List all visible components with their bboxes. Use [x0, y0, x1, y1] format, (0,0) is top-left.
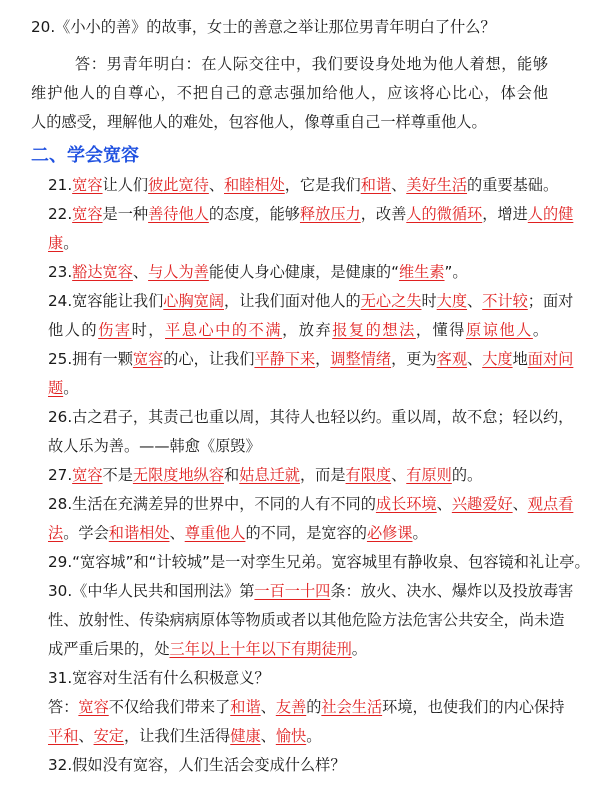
text-segment: 维护他人的自尊心，不把自己的意志强加给他人，应该将心比心，体会他: [31, 84, 548, 102]
highlighted-keyword: 和谐相处: [108, 524, 170, 542]
text-segment: 24.宽容能让我们: [48, 292, 164, 310]
text-segment: 环境，也使我们的内心保持: [382, 698, 565, 716]
highlighted-keyword: 宽容: [72, 466, 103, 484]
highlighted-keyword: 平息心中的不满: [165, 321, 283, 339]
text-segment: 。: [412, 524, 428, 542]
highlighted-keyword: 释放压力: [299, 205, 361, 223]
highlighted-keyword: 必修课: [366, 524, 413, 542]
highlighted-keyword: 不计较: [482, 292, 528, 310]
highlighted-keyword: 三年以上十年以下有期徒刑: [169, 640, 352, 658]
highlighted-keyword: 平和: [48, 727, 79, 745]
text-segment: 、: [436, 495, 452, 513]
text-line: [48, 345, 574, 374]
text-line: [48, 403, 574, 432]
text-segment: 、: [208, 176, 225, 194]
text-segment: 他人的: [48, 321, 99, 339]
highlighted-keyword: 社会生活: [321, 698, 383, 716]
text-segment: 28.生活在充满差异的世界中，不同的人有不同的: [48, 495, 376, 513]
highlighted-keyword: 安定: [93, 727, 124, 745]
text-line: [48, 374, 88, 403]
text-segment: 答：男青年明白：在人际交往中，我们要设身处地为他人着想，能够: [75, 55, 548, 73]
text-segment: 。: [306, 727, 322, 745]
highlighted-keyword: 人的微循环: [406, 205, 483, 223]
text-line: [48, 258, 468, 287]
highlighted-keyword: 尊重他人: [184, 524, 246, 542]
text-segment: 的重要基础。: [467, 176, 559, 194]
text-segment: ”。: [444, 263, 468, 281]
text-segment: 成严重后果的，处: [48, 640, 170, 658]
highlighted-keyword: 观点看: [527, 495, 574, 513]
text-segment: 、: [169, 524, 185, 542]
section-heading: 二、学会宽容: [31, 145, 139, 166]
highlighted-keyword: 豁达宽容: [72, 263, 133, 281]
highlighted-keyword: 宽容: [132, 350, 164, 368]
text-segment: ；面对: [527, 292, 574, 310]
text-segment: 不是: [102, 466, 133, 484]
highlighted-keyword: 兴趣爱好: [451, 495, 513, 513]
text-line: [48, 577, 574, 606]
text-line: [48, 229, 88, 258]
text-line: [48, 432, 288, 461]
text-segment: 性、放射性、传染病病原体等物质或者以其他危险方法危害公共安全，尚未造: [48, 611, 565, 629]
text-segment: 答：: [48, 698, 79, 716]
text-segment: 30.《中华人民共和国刑法》第: [48, 582, 255, 600]
text-line: [31, 13, 547, 42]
text-segment: 能使人身心健康，是健康的“: [208, 263, 399, 281]
text-line: [48, 461, 488, 490]
highlighted-keyword: 健康: [230, 727, 261, 745]
text-segment: 。: [63, 234, 79, 252]
highlighted-keyword: 法: [48, 524, 64, 542]
text-segment: ，让我们生活得: [123, 727, 231, 745]
highlighted-keyword: 有原则: [406, 466, 452, 484]
highlighted-keyword: 大度: [482, 350, 513, 368]
text-segment: 的心，让我们: [163, 350, 255, 368]
highlighted-keyword: 报复的想法: [332, 321, 416, 339]
text-segment: 的: [306, 698, 322, 716]
text-segment: 。学会: [63, 524, 109, 542]
text-segment: 26.古之君子，其责己也重以周，其待人也轻以约。重以周，故不怠；轻以约，: [48, 408, 574, 426]
text-line: [48, 635, 388, 664]
highlighted-keyword: 美好生活: [406, 176, 468, 194]
highlighted-keyword: 无限度地纵容: [132, 466, 225, 484]
text-segment: ，放弃: [282, 321, 333, 339]
text-segment: 23.: [48, 263, 73, 281]
text-segment: 、: [391, 466, 407, 484]
text-segment: 地: [512, 350, 528, 368]
text-segment: 和: [224, 466, 240, 484]
text-segment: 32.假如没有宽容，人们生活会变成什么样？: [48, 756, 346, 774]
highlighted-keyword: 平静下来: [254, 350, 316, 368]
text-line: [48, 316, 548, 345]
text-segment: 让人们: [102, 176, 149, 194]
text-segment: 、: [467, 292, 483, 310]
text-segment: 的不同，是宽容的: [245, 524, 367, 542]
highlighted-keyword: 心胸宽阔: [163, 292, 225, 310]
highlighted-keyword: 原谅他人: [465, 321, 533, 339]
highlighted-keyword: 调整情绪: [330, 350, 392, 368]
text-segment: 的。: [451, 466, 483, 484]
highlighted-keyword: 善待他人: [148, 205, 209, 223]
text-segment: 。: [63, 379, 79, 397]
highlighted-keyword: 宽容: [72, 205, 103, 223]
text-segment: ，它是我们: [284, 176, 361, 194]
text-segment: 条：放火、决水、爆炸以及投放毒害: [330, 582, 574, 600]
text-segment: 故人乐为善。——韩愈《原毁》: [48, 437, 261, 455]
highlighted-keyword: 和谐: [360, 176, 392, 194]
text-segment: ，懂得: [415, 321, 466, 339]
text-line: [48, 606, 565, 635]
text-segment: 29.“宽容城”和“计较城”是一对孪生兄弟。宽容城里有静收泉、包容镜和礼让亭。: [48, 553, 590, 571]
text-line: [48, 693, 565, 722]
highlighted-keyword: 彼此宽待: [148, 176, 209, 194]
text-segment: ，: [315, 350, 331, 368]
text-segment: 。: [351, 640, 367, 658]
text-segment: 时: [421, 292, 437, 310]
text-line: [48, 751, 348, 780]
text-segment: 21.: [48, 176, 73, 194]
text-segment: 25.拥有一颗: [48, 350, 133, 368]
text-line: [75, 50, 548, 79]
highlighted-keyword: 无心之失: [360, 292, 422, 310]
text-line: [48, 287, 574, 316]
highlighted-keyword: 宽容: [72, 176, 103, 194]
highlighted-keyword: 成长环境: [375, 495, 437, 513]
text-segment: 20.《小小的善》的故事，女士的善意之举让那位男青年明白了什么？: [31, 18, 496, 36]
text-segment: ，而是: [299, 466, 346, 484]
highlighted-keyword: 和睦相处: [224, 176, 285, 194]
highlighted-keyword: 一百一十四: [254, 582, 331, 600]
highlighted-keyword: 康: [48, 234, 64, 252]
highlighted-keyword: 姑息迁就: [239, 466, 300, 484]
highlighted-keyword: 面对问: [527, 350, 574, 368]
highlighted-keyword: 友善: [275, 698, 307, 716]
text-line: [48, 548, 590, 577]
text-segment: 、: [391, 176, 407, 194]
text-line: [48, 200, 574, 229]
highlighted-keyword: 大度: [436, 292, 468, 310]
text-segment: 22.: [48, 205, 73, 223]
text-segment: 的态度，能够: [208, 205, 300, 223]
highlighted-keyword: 有限度: [345, 466, 392, 484]
highlighted-keyword: 伤害: [98, 321, 132, 339]
text-line: [48, 722, 348, 751]
text-segment: 、: [260, 727, 276, 745]
text-line: [48, 171, 559, 200]
text-segment: 、: [132, 263, 149, 281]
text-segment: ，改善: [360, 205, 407, 223]
highlighted-keyword: 和谐: [230, 698, 261, 716]
text-segment: ，增进: [482, 205, 528, 223]
text-line: [31, 108, 511, 137]
text-segment: 、: [512, 495, 528, 513]
text-segment: 时，: [131, 321, 166, 339]
text-segment: 、: [78, 727, 94, 745]
text-segment: 人的感受，理解他人的难处，包容他人，像尊重自己一样尊重他人。: [31, 113, 487, 131]
text-line: [48, 664, 308, 693]
highlighted-keyword: 客观: [436, 350, 468, 368]
text-line: [48, 519, 428, 548]
text-segment: ，让我们面对他人的: [224, 292, 361, 310]
text-line: [48, 490, 574, 519]
text-segment: 27.: [48, 466, 73, 484]
text-line: [31, 79, 548, 108]
text-segment: ，更为: [391, 350, 437, 368]
highlighted-keyword: 维生素: [398, 263, 445, 281]
text-segment: 、: [467, 350, 483, 368]
text-segment: 是一种: [102, 205, 149, 223]
text-segment: 31.宽容对生活有什么积极意义？: [48, 669, 270, 687]
highlighted-keyword: 题: [48, 379, 64, 397]
highlighted-keyword: 人的健: [527, 205, 574, 223]
highlighted-keyword: 宽容: [78, 698, 109, 716]
text-segment: 。: [532, 321, 549, 339]
text-segment: 、: [260, 698, 276, 716]
text-segment: 不仅给我们带来了: [108, 698, 231, 716]
highlighted-keyword: 与人为善: [148, 263, 209, 281]
highlighted-keyword: 愉快: [275, 727, 307, 745]
